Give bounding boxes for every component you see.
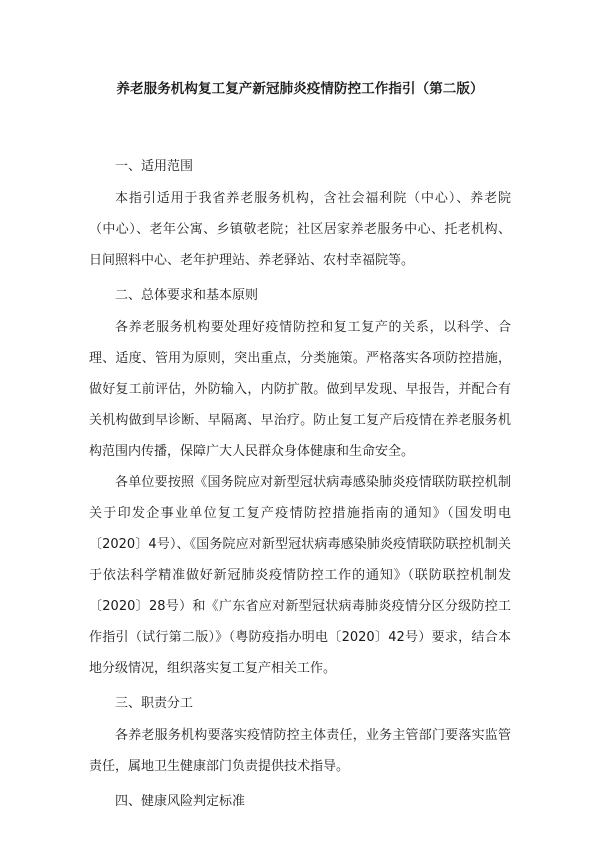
paragraph-principles: 各养老服务机构要处理好疫情防控和复工复产的关系，以科学、合理、适度、管用为原则，突出重点，分类施策。严格落实各项防控措施，做好复工前评估，外防输入，内防扩散。做到早发现、早报告，并配合有关机构做到早诊断、早隔离、早治疗。防止复工复产后疫情在养老服务机构范围内传播，保障广大人民群众身体健康和生命安全。 xyxy=(89,320,511,459)
paragraph-references: 各单位要按照《国务院应对新型冠状病毒感染肺炎疫情联防联控机制关于印发企事业单位复工复产疫情防控措施指南的通知》（国发明电〔2020〕4号）、《国务院应对新型冠状病毒感染肺炎疫情联防联控机制关于依法科学精准做好新冠肺炎疫情防控工作的通知》（联防联控机制发〔2020〕28号）和《广东省应对新型冠状病毒肺炎疫情分区分级防控工作指引（试行第二版）》（粤防疫指办明电〔2020〕42号）要求，结合本地分级情况，组织落实复工复产相关工作。 xyxy=(89,475,511,676)
paragraph-scope: 本指引适用于我省养老服务机构，含社会福利院（中心）、养老院（中心）、老年公寓、乡镇敬老院；社区居家养老服务中心、托老机构、日间照料中心、老年护理站、养老驿站、农村幸福院等。 xyxy=(89,191,511,268)
section-heading-responsibilities: 三、职责分工 xyxy=(115,696,194,711)
section-heading-principles: 二、总体要求和基本原则 xyxy=(115,288,259,303)
document-title: 养老服务机构复工复产新冠肺炎疫情防控工作指引（第二版） xyxy=(116,81,484,97)
paragraph-responsibilities: 各养老服务机构要落实疫情防控主体责任，业务主管部门要落实监管责任，属地卫生健康部门负责提供技术指导。 xyxy=(89,728,511,774)
section-heading-risk-criteria: 四、健康风险判定标准 xyxy=(115,794,246,809)
section-heading-scope: 一、适用范围 xyxy=(115,159,194,174)
